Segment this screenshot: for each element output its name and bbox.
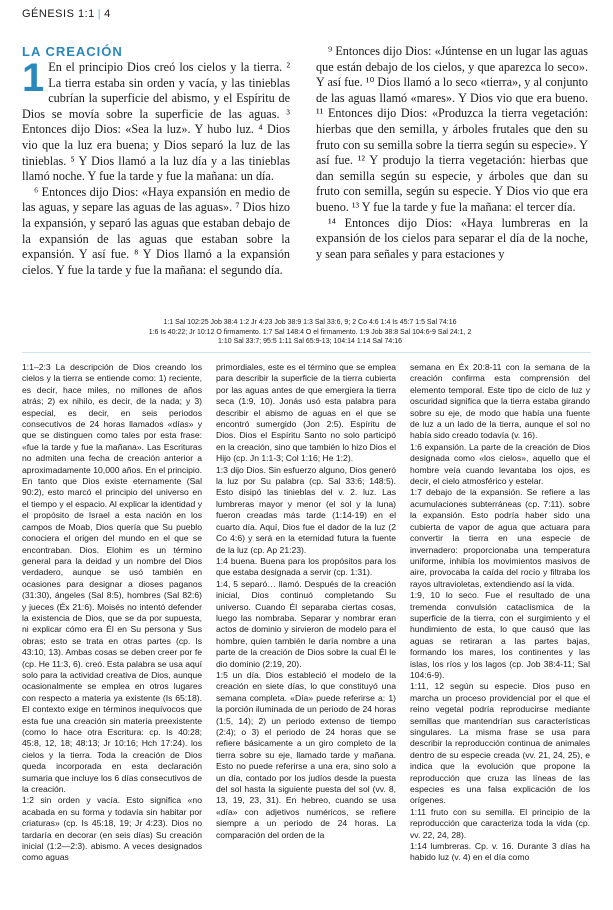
- study-notes-column-2: primordiales, este es el término que se emplea para describir la superficie de la tierra cubierta por las aguas antes de que emergiera la tierra seca (1:9, 10). Jonás usó esta palabra para describir el abismo de aguas en el que se encontró sumergido (Jon 2:5). Espíritu de Dios. Dios el Espíritu Santo no solo participó en la creación, sino que también lo hizo Dios el Hijo (cp. Jn 1:1-3; Col 1:16; He 1:2). 1:3 dijo Dios. Sin esfuerzo alguno, Dios generó la luz por Su palabra (cp. Sal 33:6; 148:5). Esto disipó las tinieblas del v. 2. luz. Las lumbreras mayor y menor (el sol y la luna) fueron creadas más tarde (1:14-19) en el cuarto día. Aquí, Dios fue el dador de la luz (2 Co 4:6) y será en la eternidad futura la fuente de la luz (cp. Ap 21:23). 1:4 buena. Buena para los propósitos para los que estaba designada a servir (cp. 1:31). 1:4, 5 separó… llamó. Después de la creación inicial, Dios continuó completando Su universo. Cuando Él separaba ciertas cosas, luego las nombraba. Separar y nombrar eran actos de dominio y sirvieron de modelo para el hombre, quien también le daría nombre a una parte de la creación de Dios sobre la cual Él le dio dominio (2:19, 20). 1:5 un día. Dios estableció el modelo de la creación en siete días, lo que constituyó una semana completa. «Día» puede referirse a: 1) la porción iluminada de un periodo de 24 horas (1:5, 14); 2) un periodo extenso de tiempo (2:4); o 3) el periodo de 24 horas que se refiere básicamente a un giro completo de la tierra sobre su eje, llamado tarde y mañana. Esto no puede referirse a una era, sino solo a un día, contado por los judíos desde la puesta del sol hasta la siguiente puesta del sol (vv. 8, 13, 19, 23, 31). En hebreo, cuando se usa «día» con adjetivos numéricos, se refiere siempre a un periodo de 24 horas. La comparación del orden de la: [216, 362, 396, 840]
- page-number: 4: [104, 8, 111, 20]
- cross-ref-line: 1:10 Sal 33:7; 95:5 1:11 Sal 65:9-13; 104:14 1:14 Sal 74:16: [218, 338, 402, 345]
- running-header: [22, 8, 111, 20]
- header-separator: |: [97, 8, 102, 20]
- study-notes-column-3: semana en Éx 20:8-11 con la semana de la creación confirma esta comprensión del elemento temporal. Este tipo de ciclo de luz y oscuridad significa que la tierra estaba girando sobre su eje, de modo que había una fuente de luz a un lado de la tierra, aunque el sol no había sido creado todavía (v. 16). 1:6 expansión. La parte de la creación de Dios designada como «los cielos», aquello que el hombre veía cuando levantaba los ojos, es decir, el cielo atmosférico y estelar. 1:7 debajo de la expansión. Se refiere a las acumulaciones subterráneas (cp. 7:11). sobre la expansión. Esto podría haber sido una cubierta de vapor de agua que actuara para convertir la tierra en una especie de invernadero: proporcionaba una temperatura uniforme, inhibía los movimientos masivos de aire, provocaba la caída del rocío y filtraba los rayos ultravioletas, extendiendo así la vida. 1:9, 10 lo seco. Fue el resultado de una tremenda convulsión cataclísmica de la superficie de la tierra, con el surgimiento y el hundimiento de esta, lo que causó que las aguas se retiraran a las partes bajas, formando los mares, los continentes y las islas, los ríos y los lagos (cp. Job 38:4-11; Sal 104:6-9). 1:11, 12 según su especie. Dios puso en marcha un proceso providencial por el que el reino vegetal podría reproducirse mediante semillas que mantendrían sus características singulares. La misma frase se usa para describir la reproducción continua de animales dentro de su especie creada (vv. 21, 24, 25), e indica que la evolución que propone la reproducción que cruza las líneas de las especies es una falsa explicación de los orígenes. 1:11 fruto con su semilla. El principio de la reproducción que caracteriza toda la vida (cp. vv. 22, 24, 28). 1:14 lumbreras. Cp. v. 16. Durante 3 días ha habido luz (v. 4) en el día como: [410, 362, 590, 863]
- scripture-paragraph: [22, 56, 290, 185]
- scripture-paragraph: ⁶ Entonces dijo Dios: «Haya expansión en medio de las aguas, y separe las aguas de las aguas». ⁷ Dios hizo la expansión, y separó las aguas que estaban debajo de la expansión de las aguas que estaban sobre la expansión. Y así fue. ⁸ Y Dios llamó a la expansión cielos. Y fue la tarde y fue la mañana: el segundo día.: [22, 184, 290, 277]
- chapter-number: 1: [22, 56, 45, 100]
- scripture-column-left: [22, 56, 290, 278]
- cross-ref-line: 1:1 Sal 102:25 Job 38:4 1:2 Jr 4:23 Job 38:9 1:3 Sal 33:6, 9; 2 Co 4:6 1:4 Is 45:7 1:5 Sal 74:16: [163, 319, 457, 326]
- scripture-column-right: [316, 44, 588, 262]
- scripture-text: En el principio Dios creó los cielos y la tierra. ² La tierra estaba sin orden y vacía, y las tinieblas cubrían la superficie del abismo, y el Espíritu de Dios se movía sobre la superficie de las aguas. ³ Entonces dijo Dios: «Sea la luz». Y hubo luz. ⁴ Dios vio que la luz era buena; y Dios separó la luz de las tinieblas. ⁵ Y Dios llamó a la luz día y a las tinieblas llamó noche. Y fue la tarde y fue la mañana: un día.: [22, 60, 290, 184]
- header-reference: GÉNESIS 1:1: [22, 8, 95, 20]
- study-notes-column-1: 1:1–2:3 La descripción de Dios creando los cielos y la tierra se entiende como: 1) reciente, es decir, hace miles, no millones de años atrás; 2) ex nihilo, es decir, de la nada; y 3) especial, es decir, en seis periodos consecutivos de 24 horas llamados «días» y que se distinguen como tales por esta frase: «fue la tarde y fue la mañana». Las Escrituras no admiten una fecha de creación anterior a aproximadamente 10,000 años. En el principio. En tanto que Dios existe eternamente (Sal 90:2), esto marcó el principio del universo en el tiempo y el espacio. Al explicar la identidad y el propósito de Israel a esta nación en los campos de Moab, Dios quería que Su pueblo conociera el origen del mundo en el que se encontraban. Dios. Elohim es un término general para la deidad y un nombre del Dios verdadero, aunque se usó también en ocasiones para designar a dioses paganos (31:30), ángeles (Sal 8:5), hombres (Sal 82:6) y jueces (Éx 21:6). Moisés no intentó defender la existencia de Dios, que se da por supuesta, ni explicar cómo era Él en Su persona y Sus obras; esto se trata en otras partes (cp. Is 43:10, 13). Ambas cosas se deben creer por fe (cp. He 11:3, 6). creó. Esta palabra se usa aquí solo para la actividad creativa de Dios, aunque ocasionalmente se emplea en otros lugares con respecto a materia ya existente (Is 65:18). El contexto exige en términos inequívocos que esta fue una creación sin materia preexistente (como lo hace otra Escritura: cp. Is 40:28; 45:8, 12, 18; 48:13; Jr 10:16; Hch 17:24). los cielos y la tierra. Toda la creación de Dios queda incorporada en esta declaración sumaria que incluye los 6 días consecutivos de la creación. 1:2 sin orden y vacía. Esto significa «no acabada en su forma y todavía sin habitar por criaturas» (cp. Is 45:18, 19; Jr 4:23). Dios no tardaría en decorar (en seis días) Su creación inicial (1:2—2:3). abismo. A veces designados como aguas: [22, 362, 202, 863]
- cross-ref-line: 1:6 Is 40:22; Jr 10:12 O firmamento. 1:7 Sal 148:4 O el firmamento. 1:9 Job 38:8 Sal 104:6-9 Sal 24:1, 2: [148, 328, 472, 336]
- scripture-paragraph: ⁹ Entonces dijo Dios: «Júntense en un lugar las aguas que están debajo de los cielos, y que aparezca lo seco». Y así fue. ¹⁰ Dios llamó a lo seco «tierra», y al conjunto de las aguas llamó «mares». Y Dios vio que era bueno. ¹¹ Entonces dijo Dios: «Produzca la tierra vegetación: hierbas que den semilla, y árboles frutales que den su fruto con su semilla sobre la tierra según su especie». Y así fue. ¹² Y produjo la tierra vegetación: hierbas que dan semilla según su especie, y árboles que dan su fruto con semilla, según su especie. Y Dios vio que era bueno. ¹³ Y fue la tarde y fue la mañana: el tercer día.: [316, 44, 588, 214]
- cross-references: [40, 318, 580, 347]
- section-title: LA CREACIÓN: [22, 44, 123, 59]
- scripture-paragraph: ¹⁴ Entonces dijo Dios: «Haya lumbreras en la expansión de los cielos para separar el día de la noche, y sean para señales y para estaciones y: [316, 215, 588, 261]
- section-divider: [22, 352, 591, 353]
